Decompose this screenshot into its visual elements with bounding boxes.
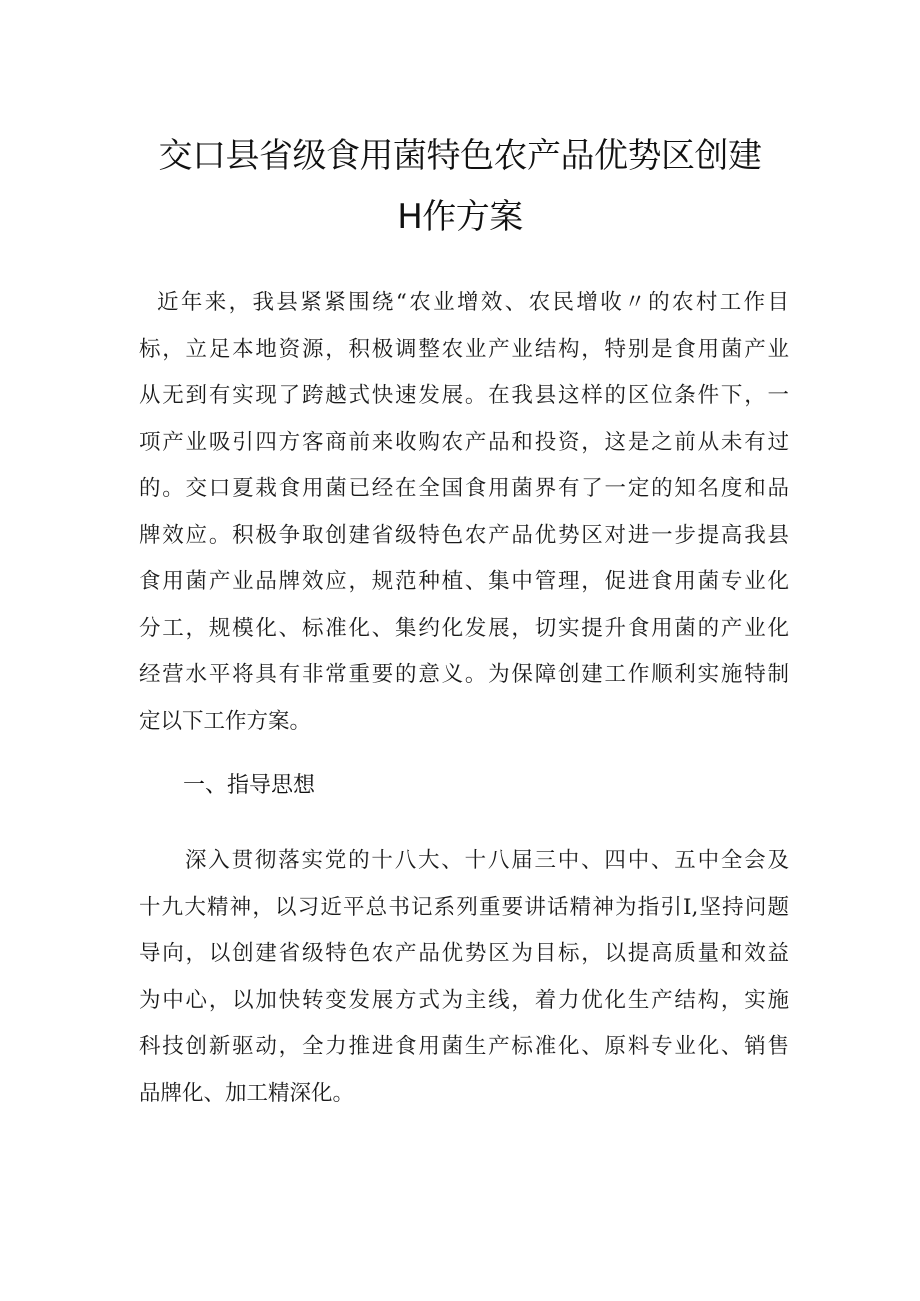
document-title-line-1: 交口县省级食用菌特色农产品优势区创建 xyxy=(158,136,762,176)
paragraph-line: 科技创新驱动，全力推进食用菌生产标准化、原料专业化、销售 xyxy=(139,1034,789,1059)
paragraph-line: 为中心，以加快转变发展方式为主线，着力优化生产结构，实施 xyxy=(139,987,789,1013)
paragraph-line: 项产业吸引四方客商前来收购农产品和投资，这是之前从未有过 xyxy=(139,429,789,455)
paragraph-line: 从无到有实现了跨越式快速发展。在我县这样的区位条件下，一 xyxy=(139,383,789,408)
paragraph-line: 标，立足本地资源，积极调整农业产业结构，特别是食用菌产业 xyxy=(139,336,789,362)
paragraph-line: 十九大精神，以习近平总书记系列重要讲话精神为指引I,坚持问题 xyxy=(139,894,789,920)
section-heading-guiding-ideology: 一、指导思想 xyxy=(183,773,316,798)
intro-paragraph xyxy=(139,280,789,745)
paragraph-line: 导向，以创建省级特色农产品优势区为目标，以提高质量和效益 xyxy=(139,941,789,966)
paragraph-line: 定以下工作方案。 xyxy=(139,708,312,734)
paragraph-line: 品牌化、加工精深化。 xyxy=(139,1080,355,1106)
paragraph-line: 深入贯彻落实党的十八大、十八届三中、四中、五中全会及 xyxy=(185,848,789,873)
section1-paragraph xyxy=(139,838,789,1117)
paragraph-line: 分工，规模化、标准化、集约化发展，切实提升食用菌的产业化 xyxy=(139,615,789,641)
paragraph-line: 经营水平将具有非常重要的意义。为保障创建工作顺利实施特制 xyxy=(139,662,789,687)
document-title-line-2: H作方案 xyxy=(397,197,523,237)
paragraph-line: 的。交口夏栽食用菌已经在全国食用菌界有了一定的知名度和品 xyxy=(139,476,789,501)
paragraph-line: 食用菌产业品牌效应，规范种植、集中管理，促进食用菌专业化 xyxy=(139,569,789,594)
paragraph-line: 牌效应。积极争取创建省级特色农产品优势区对进一步提高我县 xyxy=(139,522,789,548)
paragraph-line: 近年来，我县紧紧围绕“农业增效、农民增收〃的农村工作目 xyxy=(157,290,789,315)
